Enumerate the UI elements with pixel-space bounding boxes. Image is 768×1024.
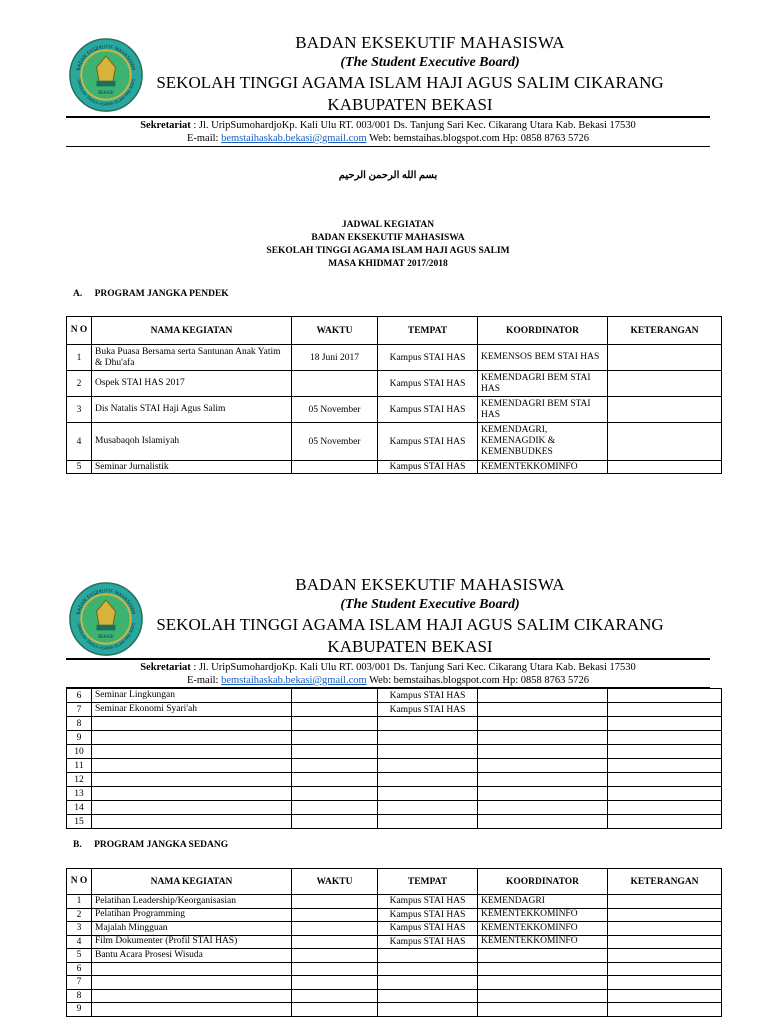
activity-time [292,895,378,909]
activity-place: Kampus STAI HAS [378,345,478,371]
header-koordinator: KOORDINATOR [478,317,608,345]
activity-coordinator [478,689,608,703]
activity-name: Majalah Mingguan [92,922,292,936]
activity-place: Kampus STAI HAS [378,703,478,717]
activity-time [292,949,378,963]
activity-place [378,731,478,745]
activity-name: Pelatihan Leadership/Keorganisasian [92,895,292,909]
email-label: E-mail: [186,133,219,144]
row-number: 5 [67,461,92,474]
row-number: 10 [67,745,92,759]
activity-notes [608,773,722,787]
activity-place [378,773,478,787]
activity-time [292,801,378,815]
table-row [67,787,722,801]
table-row [67,989,722,1003]
row-number: 1 [67,895,92,909]
activity-time [292,773,378,787]
row-number: 13 [67,787,92,801]
activity-place [378,759,478,773]
activity-notes [608,759,722,773]
divider [66,116,710,118]
logo-bottom-text: SEKOLAH TINGGI AGAMA ISLAM HAJI AGUS [76,78,136,107]
table-row [67,759,722,773]
activity-name [92,801,292,815]
row-number: 1 [67,345,92,371]
row-number: 5 [67,949,92,963]
activity-name: Seminar Jurnalistik [92,461,292,474]
activity-notes [608,397,722,423]
row-number: 6 [67,689,92,703]
regency-name: KABUPATEN BEKASI [327,637,493,656]
activity-notes [608,423,722,461]
table-row [67,371,722,397]
org-name: BADAN EKSEKUTIF MAHASISWA [295,575,565,594]
activity-name: Buka Puasa Bersama serta Santunan Anak Yatim & Dhu'afa [92,345,292,371]
activity-time [292,976,378,990]
activity-place [378,815,478,829]
activity-time [292,922,378,936]
activity-coordinator [478,703,608,717]
activity-time [292,787,378,801]
header-waktu: WAKTU [292,869,378,895]
activity-coordinator [478,949,608,963]
activity-coordinator [478,1003,608,1017]
activity-coordinator: KEMENTEKKOMINFO [478,922,608,936]
table-row [67,423,722,461]
header-waktu: WAKTU [292,317,378,345]
table-row [67,895,722,909]
activity-name [92,1003,292,1017]
activity-notes [608,922,722,936]
activity-time [292,1003,378,1017]
activity-coordinator [478,731,608,745]
divider [66,658,710,660]
row-number: 14 [67,801,92,815]
table-row [67,461,722,474]
activity-notes [608,1003,722,1017]
activity-name: Musabaqoh Islamiyah [92,423,292,461]
activity-coordinator [478,989,608,1003]
table-row [67,935,722,949]
activity-notes [608,895,722,909]
activity-coordinator [478,773,608,787]
section-a-title: PROGRAM JANGKA PENDEK [94,289,229,299]
logo-bottom-text: SEKOLAH TINGGI AGAMA ISLAM HAJI AGUS [76,622,136,651]
activity-time: 05 November [292,423,378,461]
table-row [67,962,722,976]
section-a-heading [73,289,229,299]
table-row [67,801,722,815]
activity-notes [608,949,722,963]
school-name: SEKOLAH TINGGI AGAMA ISLAM HAJI AGUS SALIM CIKARANG [156,73,664,92]
activity-time [292,935,378,949]
activity-coordinator: KEMENDAGRI BEM STAI HAS [478,397,608,423]
table-row [67,397,722,423]
section-b-letter: B. [73,840,82,850]
activity-time [292,461,378,474]
table-row [67,731,722,745]
header-no: N O [67,869,92,895]
secretariat-address: : Jl. UripSumohardjoKp. Kali Ulu RT. 003/001 Ds. Tanjung Sari Kec. Cikarang Utara Kab. Bekasi 17530 [193,662,636,673]
logo-top-text: BADAN EKSEKUTIF MAHASISWA [76,45,136,72]
table-program-jangka-pendek-continued [66,688,722,829]
section-b-heading [73,840,228,850]
secretariat-line [66,661,710,674]
activity-coordinator [478,815,608,829]
activity-notes [608,703,722,717]
activity-place: Kampus STAI HAS [378,689,478,703]
divider [66,146,710,147]
activity-coordinator: KEMENTEKKOMINFO [478,935,608,949]
email-label: E-mail: [186,675,219,686]
activity-time [292,731,378,745]
table-row [67,1003,722,1017]
table-row [67,976,722,990]
activity-name: Pelatihan Programming [92,908,292,922]
activity-notes [608,787,722,801]
activity-time [292,371,378,397]
activity-notes [608,801,722,815]
table-program-jangka-sedang [66,868,722,1017]
activity-notes [608,345,722,371]
activity-time [292,759,378,773]
activity-place: Kampus STAI HAS [378,895,478,909]
row-number: 7 [67,703,92,717]
activity-notes [608,371,722,397]
activity-name: Ospek STAI HAS 2017 [92,371,292,397]
activity-notes [608,976,722,990]
org-name: BADAN EKSEKUTIF MAHASISWA [295,33,565,52]
activity-coordinator: KEMENTEKKOMINFO [478,908,608,922]
activity-place: Kampus STAI HAS [378,423,478,461]
activity-notes [608,815,722,829]
activity-name [92,976,292,990]
row-number: 2 [67,908,92,922]
table-row [67,745,722,759]
header-koordinator: KOORDINATOR [478,869,608,895]
activity-name [92,717,292,731]
logo-center-text: BEKASI [98,91,114,96]
activity-place: Kampus STAI HAS [378,922,478,936]
activity-time [292,689,378,703]
activity-place [378,745,478,759]
secretariat-line [66,119,710,132]
activity-place [378,949,478,963]
row-number: 4 [67,935,92,949]
activity-place [378,976,478,990]
table-row [67,815,722,829]
table-row [67,949,722,963]
activity-notes [608,935,722,949]
row-number: 3 [67,397,92,423]
title-line-3: SEKOLAH TINGGI AGAMA ISLAM HAJI AGUS SALIM [266,246,510,256]
row-number: 8 [67,989,92,1003]
activity-time [292,815,378,829]
activity-coordinator [478,717,608,731]
activity-name [92,731,292,745]
activity-place [378,787,478,801]
secretariat-label: Sekretariat [140,662,191,673]
activity-place: Kampus STAI HAS [378,371,478,397]
activity-name: Seminar Ekonomi Syari'ah [92,703,292,717]
row-number: 11 [67,759,92,773]
activity-name: Film Dokumenter (Profil STAI HAS) [92,935,292,949]
row-number: 15 [67,815,92,829]
activity-time [292,908,378,922]
activity-time [292,717,378,731]
table-row [67,908,722,922]
activity-coordinator: KEMENDAGRI [478,895,608,909]
row-number: 6 [67,962,92,976]
activity-notes [608,461,722,474]
activity-name: Bantu Acara Prosesi Wisuda [92,949,292,963]
email-link[interactable]: bemstaihaskab.bekasi@gmail.com [221,675,367,686]
activity-notes [608,745,722,759]
web-phone: Web: bemstaihas.blogspot.com Hp: 0858 8763 5726 [369,675,590,686]
header-tempat: TEMPAT [378,869,478,895]
activity-notes [608,962,722,976]
activity-coordinator [478,787,608,801]
activity-place: Kampus STAI HAS [378,397,478,423]
table-row [67,922,722,936]
email-link[interactable]: bemstaihaskab.bekasi@gmail.com [221,133,367,144]
activity-place: Kampus STAI HAS [378,461,478,474]
table-row [67,345,722,371]
activity-name [92,962,292,976]
regency-name: KABUPATEN BEKASI [327,95,493,114]
activity-time [292,962,378,976]
activity-notes [608,908,722,922]
row-number: 7 [67,976,92,990]
org-english-name: (The Student Executive Board) [340,55,520,70]
activity-coordinator [478,759,608,773]
activity-name [92,745,292,759]
section-b-title: PROGRAM JANGKA SEDANG [94,840,229,850]
organization-logo [68,37,144,113]
header-tempat: TEMPAT [378,317,478,345]
secretariat-address: : Jl. UripSumohardjoKp. Kali Ulu RT. 003/001 Ds. Tanjung Sari Kec. Cikarang Utara Kab. Bekasi 17530 [193,120,636,131]
table-row [67,717,722,731]
activity-notes [608,689,722,703]
row-number: 9 [67,731,92,745]
activity-time [292,703,378,717]
row-number: 4 [67,423,92,461]
row-number: 2 [67,371,92,397]
title-line-1: JADWAL KEGIATAN [341,220,435,230]
activity-place: Kampus STAI HAS [378,908,478,922]
header-nama-kegiatan: NAMA KEGIATAN [92,869,292,895]
web-phone: Web: bemstaihas.blogspot.com Hp: 0858 8763 5726 [369,133,590,144]
activity-notes [608,731,722,745]
contact-line [66,132,710,145]
table-row [67,689,722,703]
activity-place [378,717,478,731]
org-english-name: (The Student Executive Board) [340,597,520,612]
table-row [67,773,722,787]
activity-name [92,989,292,1003]
secretariat-label: Sekretariat [140,120,191,131]
basmala: بسم الله الرحمن الرحيم [338,170,438,181]
title-line-4: MASA KHIDMAT 2017/2018 [328,259,448,269]
logo-center-text: BEKASI [98,635,114,640]
logo-top-text: BADAN EKSEKUTIF MAHASISWA [76,589,136,616]
activity-time: 18 Juni 2017 [292,345,378,371]
activity-place [378,962,478,976]
header-nama-kegiatan: NAMA KEGIATAN [92,317,292,345]
school-name: SEKOLAH TINGGI AGAMA ISLAM HAJI AGUS SALIM CIKARANG [156,615,664,634]
row-number: 3 [67,922,92,936]
activity-place [378,801,478,815]
activity-name [92,787,292,801]
header-no: N O [67,317,92,345]
activity-name: Dis Natalis STAI Haji Agus Salim [92,397,292,423]
table-program-jangka-pendek [66,316,722,474]
activity-time [292,745,378,759]
activity-notes [608,989,722,1003]
organization-logo [68,581,144,657]
activity-coordinator: KEMENTEKKOMINFO [478,461,608,474]
activity-name [92,773,292,787]
activity-name: Seminar Lingkungan [92,689,292,703]
activity-coordinator [478,962,608,976]
title-line-2: BADAN EKSEKUTIF MAHASISWA [311,233,465,243]
activity-place [378,989,478,1003]
activity-coordinator [478,801,608,815]
header-keterangan: KETERANGAN [608,869,722,895]
row-number: 9 [67,1003,92,1017]
activity-coordinator [478,745,608,759]
activity-name [92,759,292,773]
row-number: 12 [67,773,92,787]
activity-coordinator: KEMENDAGRI BEM STAI HAS [478,371,608,397]
row-number: 8 [67,717,92,731]
activity-coordinator: KEMENDAGRI, KEMENAGDIK & KEMENBUDKES [478,423,608,461]
activity-time: 05 November [292,397,378,423]
table-row [67,703,722,717]
activity-place [378,1003,478,1017]
activity-name [92,815,292,829]
activity-place: Kampus STAI HAS [378,935,478,949]
activity-notes [608,717,722,731]
activity-time [292,989,378,1003]
activity-coordinator: KEMENSOS BEM STAI HAS [478,345,608,371]
section-a-letter: A. [73,289,83,299]
activity-coordinator [478,976,608,990]
header-keterangan: KETERANGAN [608,317,722,345]
contact-line [66,674,710,687]
